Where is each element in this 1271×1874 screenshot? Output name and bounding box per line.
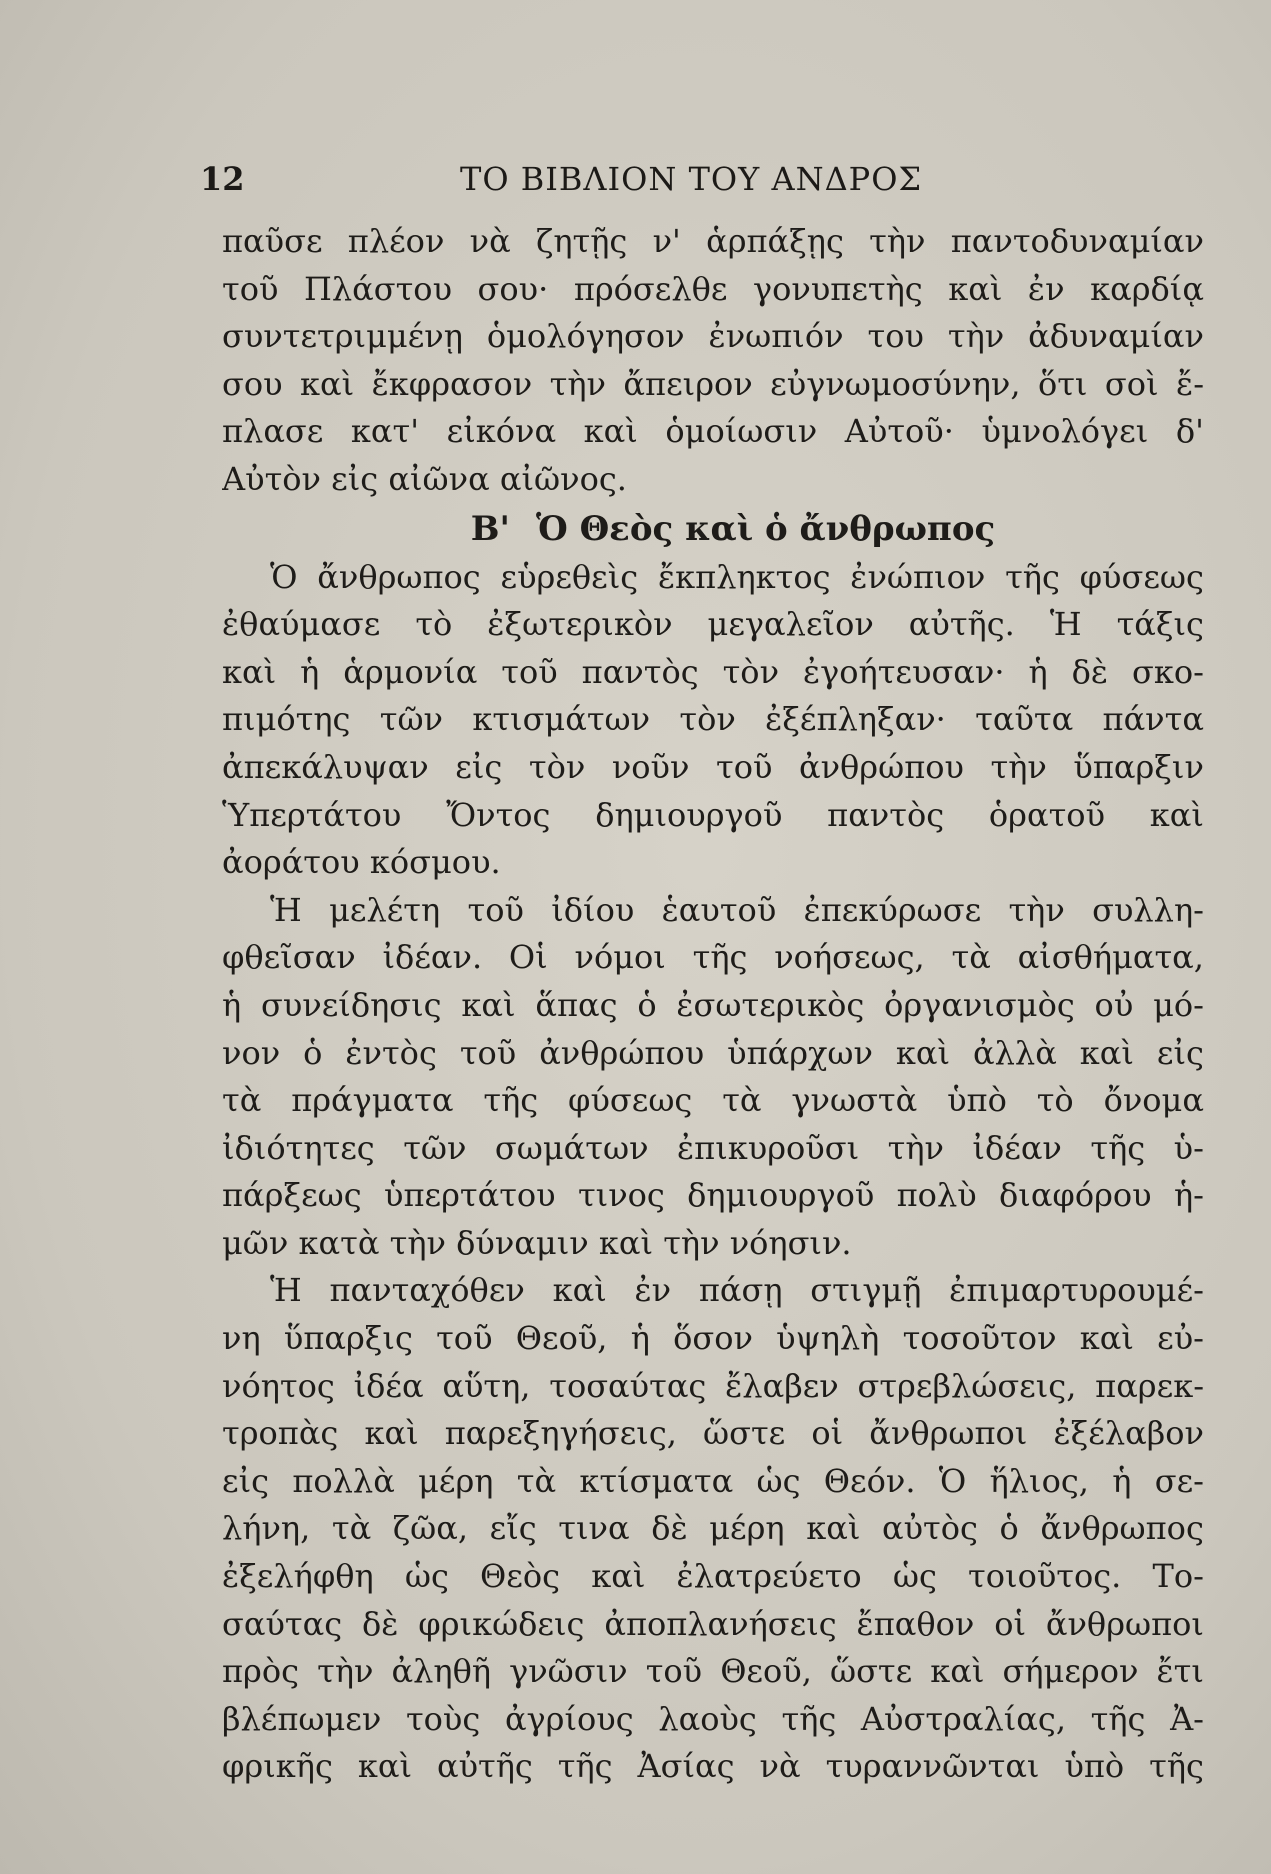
- word: πάντα: [1102, 700, 1204, 739]
- word: ἐσωτερικὸς: [676, 985, 865, 1024]
- word: καὶ: [552, 1271, 607, 1310]
- word: τινα: [558, 1509, 630, 1548]
- word: πρόσελθε: [573, 269, 728, 308]
- word: τὴν: [549, 364, 606, 403]
- text-line: [222, 1030, 1204, 1078]
- word: ἐξέπληξαν·: [765, 700, 946, 739]
- word: ὑψηλὴ: [776, 1319, 880, 1358]
- section-title: Ὁ Θεὸς καὶ ὁ ἄνθρωπος: [535, 508, 996, 549]
- word: καὶ: [364, 1414, 419, 1453]
- word: ἄνθρωποι: [869, 1414, 1028, 1453]
- word: εἴς: [489, 1509, 537, 1548]
- word: ὁρατοῦ: [988, 795, 1106, 834]
- word: ὥστε: [829, 1652, 913, 1691]
- text-line: [222, 218, 1204, 266]
- word: τῆς: [483, 1081, 539, 1120]
- text-line: [222, 934, 1204, 982]
- page-number: 12: [200, 160, 245, 198]
- word: τοῦ: [501, 652, 558, 691]
- word: Ἡ: [270, 890, 302, 929]
- text-line: [222, 1220, 1204, 1268]
- word: ἐλατρεύετο: [676, 1557, 862, 1596]
- word: πάρξεως: [222, 1176, 362, 1215]
- text-line: [222, 982, 1204, 1030]
- word: οἱ: [811, 1414, 844, 1453]
- word: ὑπερτάτου: [384, 1176, 556, 1215]
- word: νόμοι: [574, 938, 666, 977]
- word: ἔπαθον: [856, 1604, 975, 1643]
- word: λαοὺς: [658, 1699, 757, 1738]
- word: τῆς: [1149, 1747, 1204, 1786]
- word: οὐ: [1094, 985, 1134, 1024]
- running-title: ΤΟ ΒΙΒΛΙΟΝ ΤΟΥ ΑΝΔΡΟΣ: [460, 160, 923, 198]
- word: ἀληθῆ: [391, 1652, 492, 1691]
- word: γνῶσιν: [509, 1652, 628, 1691]
- word: ἡ-: [1173, 1176, 1204, 1215]
- word: καρδίᾳ: [1090, 269, 1204, 308]
- word: πλασε: [222, 412, 324, 451]
- section-body: [222, 554, 1204, 1791]
- word: καὶ: [948, 269, 1003, 308]
- text-line: [222, 839, 1204, 887]
- word: σε-: [1154, 1461, 1204, 1500]
- text-line: [222, 408, 1204, 456]
- word: ὁ: [999, 1509, 1019, 1548]
- word: τὰ: [331, 1509, 372, 1548]
- text-line: [222, 744, 1204, 792]
- word: τινος: [577, 1176, 665, 1215]
- word: εὑρεθεὶς: [500, 557, 639, 596]
- word: εὐγνωμοσύνην,: [770, 364, 1021, 403]
- word: καὶ: [1079, 1319, 1134, 1358]
- word: ἐν: [634, 1271, 672, 1310]
- word: νον: [222, 1033, 281, 1072]
- section-heading: [222, 504, 1204, 554]
- line-text: Αὐτὸν εἰς αἰῶνα αἰῶνος.: [222, 459, 627, 498]
- word: φρικώδεις: [418, 1604, 585, 1643]
- word: τοιοῦτος.: [968, 1557, 1122, 1596]
- word: βλέπωμεν: [222, 1699, 382, 1738]
- word: τῶν: [379, 700, 443, 739]
- word: δημιουργοῦ: [595, 795, 783, 834]
- word: τῆς: [781, 1699, 837, 1738]
- word: ὡς: [756, 1461, 801, 1500]
- word: ὡς: [404, 1557, 449, 1596]
- word: μέρη: [709, 1509, 785, 1548]
- word: ἄνθρωπος: [1040, 1509, 1204, 1548]
- word: κτισμάτων: [472, 700, 651, 739]
- text-line: [222, 313, 1204, 361]
- word: ἔ-: [1176, 364, 1204, 403]
- word: λήνη,: [222, 1509, 311, 1548]
- word: ἔτι: [1156, 1652, 1204, 1691]
- word: ἰδέαν.: [382, 938, 483, 977]
- word: μέρη: [418, 1461, 494, 1500]
- word: δ': [1175, 412, 1204, 451]
- word: δὲ: [651, 1509, 688, 1548]
- word: νὰ: [759, 1747, 801, 1786]
- word: τὴν: [990, 747, 1047, 786]
- text-line: [222, 792, 1204, 840]
- word: ἐνωπιόν: [708, 317, 844, 356]
- word: ἔκφρασον: [371, 364, 533, 403]
- text-line: [222, 361, 1204, 409]
- word: τὸ: [415, 605, 453, 644]
- word: ἀποπλανήσεις: [604, 1604, 837, 1643]
- word: τῆς: [557, 1747, 613, 1786]
- word: ὕπαρξις: [283, 1319, 413, 1358]
- word: πρὸς: [222, 1652, 300, 1691]
- word: τὴν: [1008, 890, 1065, 929]
- word: ἔκπληκτος: [657, 557, 831, 596]
- word: ἡ: [222, 985, 242, 1024]
- word: ὕπαρξιν: [1073, 747, 1204, 786]
- text-line: [222, 1125, 1204, 1173]
- word: ὁ: [303, 1033, 323, 1072]
- word: ἐπικυροῦσι: [677, 1128, 860, 1167]
- word: Θεοῦ,: [515, 1319, 608, 1358]
- word: Ἀ-: [1170, 1699, 1204, 1738]
- text-line: [222, 696, 1204, 744]
- word: τῆς: [692, 938, 748, 977]
- word: τὰ: [951, 938, 991, 977]
- word: Θεόν.: [823, 1461, 916, 1500]
- word: στρεβλώσεις,: [857, 1366, 1077, 1405]
- word: μελέτη: [329, 890, 441, 929]
- word: τοῦ: [459, 1033, 517, 1072]
- word: ἐξωτερικὸν: [487, 605, 673, 644]
- word: ἡ: [1028, 652, 1048, 691]
- word: Ἡ: [270, 1271, 302, 1310]
- word: ὑμνολόγει: [981, 412, 1149, 451]
- word: καὶ: [583, 412, 638, 451]
- word: τῆς: [1090, 1699, 1146, 1738]
- word: τοσαύτας: [549, 1366, 707, 1405]
- word: κατ': [350, 412, 420, 451]
- word: νοῦν: [611, 747, 690, 786]
- text-line: [222, 1363, 1204, 1411]
- word: παντὸς: [581, 652, 699, 691]
- word: στιγμῇ: [810, 1271, 922, 1310]
- word: ἅπας: [535, 985, 618, 1024]
- text-line: [222, 1267, 1204, 1315]
- word: παρεξηγήσεις,: [444, 1414, 677, 1453]
- word: τῆς: [1090, 1128, 1146, 1167]
- word: τοῦ: [222, 269, 279, 308]
- word: αἰσθήματα,: [1017, 938, 1204, 977]
- word: ἐξελήφθη: [222, 1557, 374, 1596]
- word: τοῦ: [467, 890, 524, 929]
- word: τοσοῦτον: [902, 1319, 1057, 1358]
- word: τὴν: [887, 1128, 944, 1167]
- word: του: [867, 317, 924, 356]
- word: ἡ: [300, 652, 320, 691]
- word: ὁμοίωσιν: [665, 412, 818, 451]
- word: σωμάτων: [494, 1128, 649, 1167]
- text-line: [222, 1458, 1204, 1506]
- word: παντὸς: [827, 795, 945, 834]
- word: τοῦ: [436, 1319, 493, 1358]
- word: Ἡ: [1049, 605, 1082, 644]
- section-number: Β': [470, 508, 510, 549]
- word: νοήσεως,: [774, 938, 925, 977]
- word: νόητος: [222, 1366, 335, 1405]
- text-line: [222, 266, 1204, 314]
- word: ἑαυτοῦ: [661, 890, 777, 929]
- text-line: [222, 649, 1204, 697]
- intro-paragraph: [222, 218, 1204, 504]
- word: τροπὰς: [222, 1414, 339, 1453]
- word: καὶ: [222, 652, 277, 691]
- word: εὐ-: [1157, 1319, 1204, 1358]
- word: ἁρπάξῃς: [706, 222, 844, 260]
- word: Θεοῦ,: [720, 1652, 812, 1691]
- word: φύσεως: [1079, 557, 1204, 596]
- text-line: [222, 1410, 1204, 1458]
- word: ν': [652, 222, 681, 260]
- word: καὶ: [930, 1652, 985, 1691]
- word: δὲ: [362, 1604, 399, 1643]
- word: τὴν: [869, 222, 926, 260]
- word: ἐπεκύρωσε: [803, 890, 982, 929]
- text-line: [222, 1315, 1204, 1363]
- line-text: μῶν κατὰ τὴν δύναμιν καὶ τὴν νόησιν.: [222, 1223, 852, 1262]
- word: ἐπιμαρτυρουμέ-: [949, 1271, 1204, 1310]
- word: ἐν: [1027, 269, 1065, 308]
- word: ἀπεκάλυψαν: [222, 747, 429, 786]
- word: ἀνθρώπου: [539, 1033, 705, 1072]
- text-line: [222, 1743, 1204, 1791]
- word: δημιουργοῦ: [687, 1176, 875, 1215]
- word: τοὺς: [405, 1699, 481, 1738]
- word: μό-: [1153, 985, 1204, 1024]
- word: νη: [222, 1319, 261, 1358]
- word: πολὺ: [896, 1176, 977, 1215]
- word: ἡ: [630, 1319, 650, 1358]
- word: ὅσον: [673, 1319, 753, 1358]
- word: Ἀσίας: [637, 1747, 735, 1786]
- word: ἀνθρώπου: [798, 747, 964, 786]
- word: ἥλιος,: [989, 1461, 1089, 1500]
- word: ἐγοήτευσαν·: [802, 652, 1005, 691]
- word: Ὄντος: [446, 795, 551, 834]
- word: καὶ: [461, 985, 516, 1024]
- line-text: ἀοράτου κόσμου.: [222, 843, 501, 882]
- word: Ὁ: [270, 557, 298, 596]
- word: ζητῇς: [535, 222, 628, 260]
- word: Αὐστραλίας,: [860, 1699, 1066, 1738]
- word: Οἱ: [508, 938, 548, 977]
- word: συλλη-: [1092, 890, 1204, 929]
- word: τὸν: [528, 747, 586, 786]
- word: εἰς: [1156, 1033, 1204, 1072]
- word: ὅτι: [1037, 364, 1088, 403]
- word: ὁ: [637, 985, 657, 1024]
- page-header: [200, 150, 1190, 210]
- word: ἀγρίους: [504, 1699, 634, 1738]
- word: εἰκόνα: [446, 412, 557, 451]
- word: ὥστε: [703, 1414, 786, 1453]
- word: ἔλαβεν: [725, 1366, 839, 1405]
- word: τὴν: [317, 1652, 374, 1691]
- word: ὑπὸ: [947, 1081, 1007, 1120]
- word: αὐτῆς.: [908, 605, 1015, 644]
- text-line: [222, 554, 1204, 602]
- word: πάσῃ: [698, 1271, 783, 1310]
- word: συντετριμμένῃ: [222, 317, 463, 356]
- word: ἡ: [1112, 1461, 1132, 1500]
- word: αὐτῆς: [436, 1747, 533, 1786]
- word: τὰ: [222, 1081, 262, 1120]
- word: τὰ: [516, 1461, 557, 1500]
- text-line: [222, 1077, 1204, 1125]
- word: διαφόρου: [999, 1176, 1152, 1215]
- word: αὕτη,: [442, 1366, 531, 1405]
- word: ταῦτα: [975, 700, 1074, 739]
- word: τοῦ: [716, 747, 773, 786]
- word: ὡς: [892, 1557, 937, 1596]
- word: δὲ: [1071, 652, 1109, 691]
- word: τὸν: [722, 652, 780, 691]
- word: μεγαλεῖον: [707, 605, 874, 644]
- word: τὴν: [947, 317, 1005, 356]
- text-line: [222, 1172, 1204, 1220]
- word: σοὶ: [1104, 364, 1159, 403]
- word: ἁρμονία: [343, 652, 478, 691]
- word: πράγματα: [291, 1081, 454, 1120]
- text-line: [222, 1696, 1204, 1744]
- word: παῦσε: [222, 222, 323, 260]
- word: τὰ: [722, 1081, 762, 1120]
- word: καὶ: [300, 364, 355, 403]
- word: γνωστὰ: [791, 1081, 918, 1120]
- text-line: [222, 1648, 1204, 1696]
- text-line: [222, 456, 1204, 504]
- word: φθεῖσαν: [222, 938, 356, 977]
- word: γονυπετὴς: [753, 269, 923, 308]
- word: τῶν: [403, 1128, 467, 1167]
- word: ἐνώπιον: [850, 557, 986, 596]
- word: ἐθαύμασε: [222, 605, 381, 644]
- word: ζῶα,: [392, 1509, 468, 1548]
- word: ἐντὸς: [345, 1033, 437, 1072]
- word: καὶ: [357, 1747, 412, 1786]
- word: καὶ: [591, 1557, 646, 1596]
- word: σου·: [477, 269, 549, 308]
- word: ἄπειρον: [623, 364, 753, 403]
- word: σήμερον: [1002, 1652, 1139, 1691]
- word: ἄνθρωπος: [317, 557, 481, 596]
- word: φύσεως: [568, 1081, 693, 1120]
- word: σου: [222, 364, 283, 403]
- word: Ὑπερτάτου: [222, 795, 402, 834]
- word: ἰδέαν: [972, 1128, 1062, 1167]
- word: νὰ: [469, 222, 511, 260]
- word: εἰς: [222, 1461, 270, 1500]
- word: φρικῆς: [222, 1747, 333, 1786]
- word: Το-: [1152, 1557, 1204, 1596]
- word: ἄνθρωποι: [1045, 1604, 1204, 1643]
- text-line: [222, 1601, 1204, 1649]
- word: ὀργανισμὸς: [884, 985, 1075, 1024]
- word: συνείδησις: [260, 985, 442, 1024]
- word: τὸν: [679, 700, 736, 739]
- word: παρεκ-: [1095, 1366, 1204, 1405]
- word: Αὐτοῦ·: [844, 412, 954, 451]
- word: ὑπάρχων: [727, 1033, 873, 1072]
- word: τοῦ: [645, 1652, 703, 1691]
- word: σαύτας: [222, 1604, 343, 1643]
- word: ὄνομα: [1103, 1081, 1204, 1120]
- word: ἀλλὰ: [973, 1033, 1057, 1072]
- word: τῆς: [1005, 557, 1060, 596]
- word: Θεὸς: [480, 1557, 561, 1596]
- word: Ὁ: [938, 1461, 967, 1500]
- word: τὸ: [1036, 1081, 1074, 1120]
- word: καὶ: [1079, 1033, 1134, 1072]
- word: κτίσματα: [579, 1461, 734, 1500]
- word: καὶ: [806, 1509, 861, 1548]
- word: ἀδυναμίαν: [1028, 317, 1204, 356]
- word: Πλάστου: [303, 269, 453, 308]
- word: εἰς: [455, 747, 503, 786]
- word: παντοδυναμίαν: [950, 222, 1204, 260]
- word: καὶ: [1149, 795, 1204, 834]
- word: σκο-: [1131, 652, 1204, 691]
- word: ἰδιότητες: [222, 1128, 375, 1167]
- text-line: [222, 1553, 1204, 1601]
- word: ὑ-: [1173, 1128, 1204, 1167]
- word: ἰδίου: [551, 890, 635, 929]
- text-line: [222, 601, 1204, 649]
- word: τυραννῶνται: [825, 1747, 1040, 1786]
- word: τάξις: [1116, 605, 1204, 644]
- word: ἰδέα: [353, 1366, 424, 1405]
- text-line: [222, 1505, 1204, 1553]
- word: πολλὰ: [292, 1461, 395, 1500]
- word: ἐξέλαβον: [1053, 1414, 1204, 1453]
- word: ὑπὸ: [1064, 1747, 1125, 1786]
- word: πλέον: [347, 222, 445, 260]
- word: ὁμολόγησον: [486, 317, 685, 356]
- word: πανταχόθεν: [329, 1271, 525, 1310]
- word: πιμότης: [222, 700, 351, 739]
- word: αὐτὸς: [881, 1509, 978, 1548]
- page-text: [222, 218, 1204, 1791]
- text-line: [222, 887, 1204, 935]
- word: οἱ: [994, 1604, 1026, 1643]
- word: καὶ: [895, 1033, 951, 1072]
